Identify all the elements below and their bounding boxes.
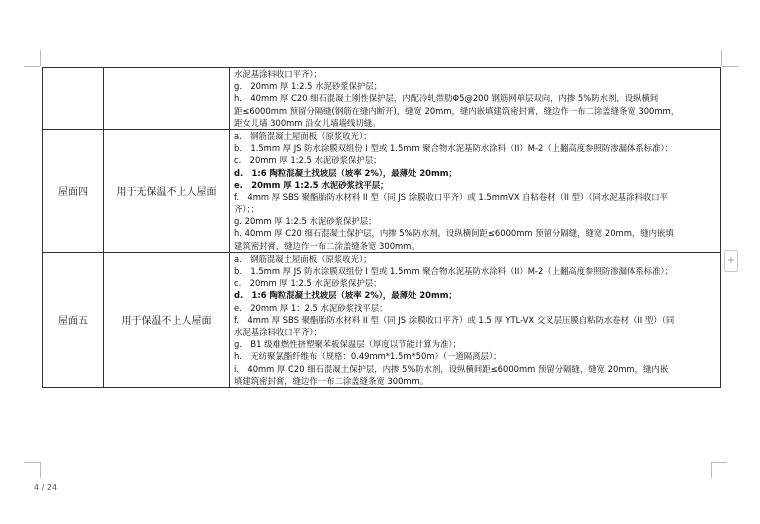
layer-line: 填建筑密封膏，缝边作一布二涂盖缝条宽 300mm。 xyxy=(234,375,429,386)
usage-cell: 用于保温不上人屋面 xyxy=(104,252,230,387)
layers-cell xyxy=(230,68,721,130)
usage-cell: 用于无保温不上人屋面 xyxy=(104,129,230,252)
layers-cell xyxy=(230,129,721,252)
roof-name-cell: 屋面四 xyxy=(43,129,104,252)
roof-spec-table-body xyxy=(43,68,721,388)
layer-line: a. 钢筋混凝土屋面板（原浆收光）； xyxy=(234,253,372,264)
layer-line: g. B1 级难燃性挤塑聚苯板保温层（厚度以节能计算为准）； xyxy=(234,339,461,350)
layer-line: 齐）；； xyxy=(234,204,260,215)
layer-line: c. 20mm 厚 1:2.5 水泥砂浆保护层； xyxy=(234,278,382,289)
layer-line: h. 40mm 厚 C20 细石混凝土保护层，内掺 5%防水剂，设纵横间距≤6000mm 预留分隔缝，缝宽 20mm，缝内嵌填 xyxy=(234,228,674,239)
crop-mark-bottom-right-vertical xyxy=(711,462,712,478)
crop-mark-bottom-left-vertical xyxy=(40,462,41,478)
layer-line: d. 1:6 陶粒混凝土找坡层（坡率 2%），最薄处 20mm； xyxy=(234,167,457,178)
layer-line: h. 40mm 厚 C20 细石混凝土刚性保护层，内配冷轧带肋Φ5@200 钢筋网单层双向，内掺 5%防水剂，设纵横间 xyxy=(234,93,659,104)
roof-name-cell: 屋面五 xyxy=(43,252,104,387)
layer-line: a. 钢筋混凝土屋面板（原浆收光）； xyxy=(234,130,372,141)
layer-line: e. 20mm 厚 1：2.5 水泥砂浆找平层； xyxy=(234,302,388,313)
layer-line: b. 1.5mm 厚 JS 防水涂膜双组份 I 型或 1.5mm 聚合物水泥基防水涂料（II）M-2（上翻高度参照防渗漏体系标准）； xyxy=(234,266,674,276)
layer-line: f. 4mm 厚 SBS 聚酯胎防水材料 II 型（同 JS 涂膜收口平齐）或 1.5mmVX 自粘卷材（II 型）（同水泥基涂料收口平 xyxy=(234,191,668,202)
layer-line: 水泥基涂料收口平齐）； xyxy=(234,326,322,337)
layer-line: c. 20mm 厚 1:2.5 水泥砂浆保护层； xyxy=(234,155,382,166)
layer-line: 距女儿墙 300mm 沿女儿墙墙线切缝。 xyxy=(234,117,381,128)
layers-cell xyxy=(230,252,721,387)
layer-line: g. 20mm 厚 1:2.5 水泥砂浆保护层； xyxy=(234,216,377,227)
layer-line: e. 20mm 厚 1:2.5 水泥砂浆找平层； xyxy=(234,179,389,190)
layer-line: 距≤6000mm 预留分隔缝(钢筋在缝内断开)，缝宽 20mm，缝内嵌填建筑密封膏，缝边作一布二涂盖缝条宽 300mm， xyxy=(234,105,680,116)
layer-line: d. 1:6 陶粒混凝土找坡层（坡率 2%），最薄处 20mm； xyxy=(234,290,457,301)
layer-line: b. 1.5mm 厚 JS 防水涂膜双组份 I 型或 1.5mm 聚合物水泥基防水涂料（II）M-2（上翻高度参照防渗漏体系标准）； xyxy=(234,143,674,154)
table-row xyxy=(43,129,721,252)
layer-line: h. 无纺聚氯酯纤维布（规格：0.49mm*1.5m*50m）（一道隔离层）； xyxy=(234,351,502,362)
crop-mark-bottom-right-horizontal xyxy=(711,462,727,463)
usage-cell xyxy=(104,68,230,130)
crop-mark-top-left-vertical xyxy=(40,50,41,66)
layer-line: 建筑密封膏，缝边作一布二涂盖缝条宽 300mm。 xyxy=(234,240,420,251)
add-comment-button[interactable]: + xyxy=(724,250,738,272)
layer-line: 水泥基涂料收口平齐）； xyxy=(234,69,322,79)
crop-mark-top-right-vertical xyxy=(721,50,722,66)
layer-line: g. 20mm 厚 1:2.5 水泥砂浆保护层； xyxy=(234,81,383,92)
layer-line: i. 40mm 厚 C20 细石混凝土保护层，内掺 5%防水剂，设纵横间距≤6000mm 预留分隔缝，缝宽 20mm，缝内嵌 xyxy=(234,363,669,374)
crop-mark-top-right-horizontal xyxy=(722,66,738,67)
layer-line: f. 4mm 厚 SBS 聚酯胎防水材料 II 型（同 JS 涂膜收口平齐）或 1.5 厚 YTL-VX 交叉层压膜自粘防水卷材（II 型）（同 xyxy=(234,314,675,325)
roof-spec-table xyxy=(42,67,721,388)
crop-mark-top-left-horizontal xyxy=(24,66,40,67)
page-number: 4 / 24 xyxy=(34,483,58,492)
table-row xyxy=(43,68,721,130)
crop-mark-bottom-left-horizontal xyxy=(24,462,40,463)
roof-name-cell xyxy=(43,68,104,130)
table-row xyxy=(43,252,721,387)
